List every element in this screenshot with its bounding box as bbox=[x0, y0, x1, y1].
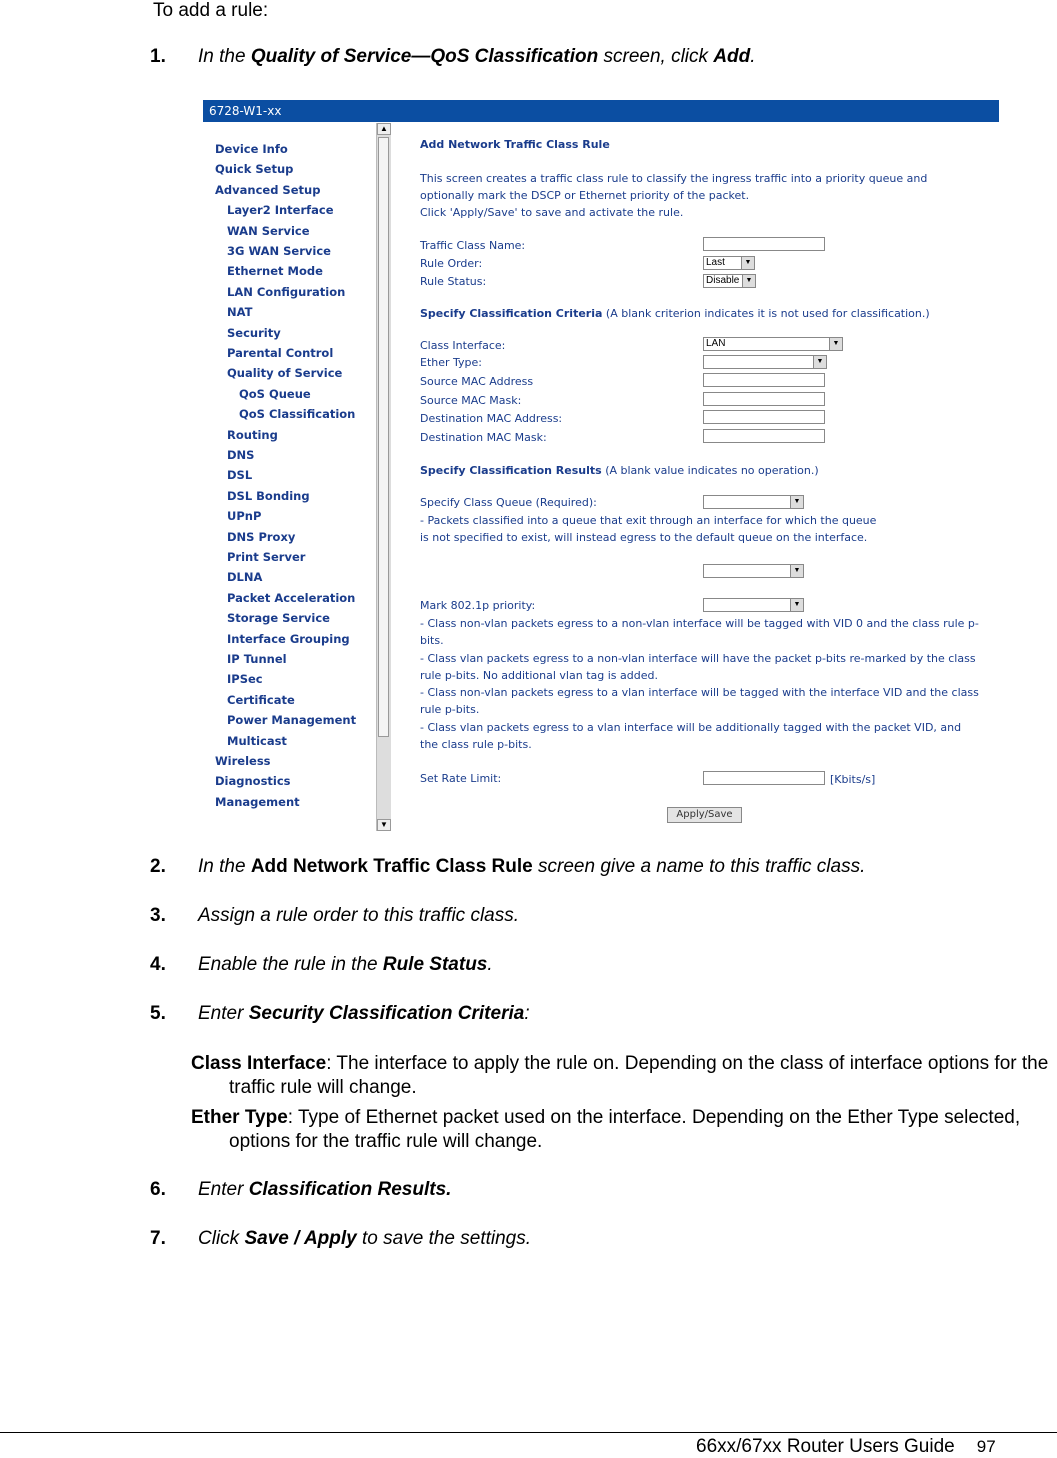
mark-priority-label: Mark 802.1p priority: bbox=[420, 599, 536, 612]
scroll-thumb[interactable] bbox=[378, 137, 389, 737]
sidebar-item-lan-configuration[interactable]: LAN Configuration bbox=[227, 284, 346, 299]
footer-divider bbox=[0, 1432, 1057, 1433]
step-4 bbox=[150, 954, 493, 976]
rule-status-label: Rule Status: bbox=[420, 275, 487, 288]
priority-note: - Class non-vlan packets egress to a non-vlan interface will be tagged with VID 0 and the class rule p- bbox=[420, 617, 979, 630]
rule-status-value: Disable bbox=[706, 275, 740, 286]
rate-limit-label: Set Rate Limit: bbox=[420, 772, 502, 785]
step-text: Assign a rule order to this traffic class. bbox=[198, 905, 520, 926]
criteria-heading: Specify Classification Criteria bbox=[420, 307, 603, 320]
definition-term: Ether Type bbox=[191, 1107, 288, 1128]
definition-ether-type bbox=[191, 1106, 1057, 1154]
scroll-down-icon[interactable]: ▼ bbox=[377, 819, 391, 831]
step-number: 5. bbox=[150, 1003, 166, 1024]
sidebar-item-advanced-setup[interactable]: Advanced Setup bbox=[215, 182, 321, 197]
step-text: Enter bbox=[198, 1179, 249, 1200]
sidebar-item-dsl[interactable]: DSL bbox=[227, 468, 253, 483]
step-emphasis: Add Network Traffic Class Rule bbox=[250, 856, 533, 877]
priority-note: the class rule p-bits. bbox=[420, 738, 532, 751]
criteria-note: (A blank criterion indicates it is not used for classification.) bbox=[602, 307, 930, 320]
sidebar-item-ip-tunnel[interactable]: IP Tunnel bbox=[227, 652, 287, 666]
sidebar-item-dsl-bonding[interactable]: DSL Bonding bbox=[227, 488, 310, 503]
source-mac-label: Source MAC Address bbox=[420, 375, 534, 388]
step-7 bbox=[150, 1228, 531, 1250]
router-screenshot bbox=[203, 100, 999, 831]
queue-note: is not specified to exist, will instead egress to the default queue on the interface. bbox=[420, 531, 868, 544]
step-number: 6. bbox=[150, 1179, 166, 1200]
step-text: screen give a name to this traffic class. bbox=[532, 856, 866, 877]
step-text: In the bbox=[198, 46, 251, 67]
page-number: 97 bbox=[976, 1437, 996, 1456]
rate-unit: [Kbits/s] bbox=[830, 773, 876, 786]
step-emphasis: Save / Apply bbox=[244, 1228, 357, 1249]
chevron-down-icon: ▼ bbox=[790, 599, 803, 611]
form-description: Click 'Apply/Save' to save and activate the rule. bbox=[420, 206, 684, 219]
class-queue-label: Specify Class Queue (Required): bbox=[420, 496, 597, 509]
sidebar-item-upnp[interactable]: UPnP bbox=[227, 509, 262, 524]
priority-note: rule p-bits. bbox=[420, 703, 480, 716]
sidebar-scrollbar[interactable] bbox=[376, 123, 391, 831]
sidebar-item-packet-acceleration[interactable]: Packet Acceleration bbox=[227, 590, 356, 605]
form-description: optionally mark the DSCP or Ethernet priority of the packet. bbox=[420, 189, 750, 202]
queue-extra-select[interactable] bbox=[703, 564, 804, 578]
window-title: 6728-W1-xx bbox=[203, 100, 999, 122]
sidebar-item-interface-grouping[interactable]: Interface Grouping bbox=[227, 631, 350, 646]
rule-status-select[interactable] bbox=[703, 274, 756, 288]
ether-type-label: Ether Type: bbox=[420, 356, 482, 369]
step-2 bbox=[150, 856, 865, 878]
class-interface-value: LAN bbox=[706, 338, 726, 349]
priority-note: - Class vlan packets egress to a non-vlan interface will have the packet p-bits re-marked by the class bbox=[420, 652, 976, 665]
sidebar-item-ethernet-mode[interactable]: Ethernet Mode bbox=[227, 264, 323, 279]
sidebar-item-certificate[interactable]: Certificate bbox=[227, 692, 295, 707]
sidebar-item-dns[interactable]: DNS bbox=[227, 448, 255, 462]
mark-priority-select[interactable] bbox=[703, 598, 804, 612]
sidebar-item-management[interactable]: Management bbox=[215, 794, 300, 809]
sidebar-item-dns-proxy[interactable]: DNS Proxy bbox=[227, 529, 296, 544]
apply-save-button[interactable]: Apply/Save bbox=[667, 807, 742, 823]
chevron-down-icon: ▼ bbox=[742, 275, 755, 287]
sidebar-item-wireless[interactable]: Wireless bbox=[215, 754, 271, 768]
sidebar-item-qos-classification[interactable]: QoS Classification bbox=[239, 407, 356, 422]
priority-note: rule p-bits. No additional vlan tag is added. bbox=[420, 669, 658, 682]
ether-type-select[interactable] bbox=[703, 355, 827, 369]
priority-note: bits. bbox=[420, 634, 444, 647]
source-mac-input[interactable] bbox=[703, 373, 825, 387]
sidebar-item-quick-setup[interactable]: Quick Setup bbox=[215, 162, 294, 177]
step-6 bbox=[150, 1179, 451, 1201]
intro-text: To add a rule: bbox=[153, 0, 269, 21]
step-text: Enable the rule in the bbox=[198, 954, 383, 975]
definition-class-interface bbox=[191, 1052, 1057, 1100]
sidebar-item-routing[interactable]: Routing bbox=[227, 427, 278, 442]
dest-mac-mask-input[interactable] bbox=[703, 429, 825, 443]
sidebar-item-layer2-interface[interactable]: Layer2 Interface bbox=[227, 203, 334, 218]
source-mac-mask-input[interactable] bbox=[703, 392, 825, 406]
step-number: 3. bbox=[150, 905, 166, 926]
rate-limit-input[interactable] bbox=[703, 771, 825, 785]
chevron-down-icon: ▼ bbox=[790, 496, 803, 508]
priority-note: - Class vlan packets egress to a vlan interface will be additionally tagged with the packet VID, and bbox=[420, 721, 962, 734]
sidebar-item-wan-service[interactable]: WAN Service bbox=[227, 223, 310, 238]
sidebar-item-security[interactable]: Security bbox=[227, 325, 281, 340]
step-text: . bbox=[750, 46, 756, 67]
rule-order-label: Rule Order: bbox=[420, 257, 483, 270]
sidebar-item-diagnostics[interactable]: Diagnostics bbox=[215, 774, 291, 789]
source-mac-mask-label: Source MAC Mask: bbox=[420, 394, 522, 407]
step-text: Click bbox=[198, 1228, 245, 1249]
sidebar-item-dlna[interactable]: DLNA bbox=[227, 570, 263, 585]
step-3 bbox=[150, 905, 519, 927]
chevron-down-icon: ▼ bbox=[790, 565, 803, 577]
sidebar-item-ipsec[interactable]: IPSec bbox=[227, 672, 263, 687]
form-heading: Add Network Traffic Class Rule bbox=[420, 138, 610, 151]
class-queue-select[interactable] bbox=[703, 495, 804, 509]
step-5 bbox=[150, 1003, 530, 1025]
sidebar-item-3g-wan-service[interactable]: 3G WAN Service bbox=[227, 244, 331, 258]
definition-text: : The interface to apply the rule on. Depending on the class of interface options for the traffic rule will change. bbox=[229, 1053, 1049, 1098]
step-text: In the bbox=[198, 856, 251, 877]
dest-mac-input[interactable] bbox=[703, 410, 825, 424]
sidebar-item-print-server[interactable]: Print Server bbox=[227, 550, 306, 564]
step-emphasis: Security Classification Criteria bbox=[248, 1003, 525, 1024]
step-emphasis: Classification Results. bbox=[248, 1179, 452, 1200]
step-number: 1. bbox=[150, 46, 166, 67]
step-text: screen, click bbox=[598, 46, 714, 67]
definition-text: : Type of Ethernet packet used on the interface. Depending on the Ether Type selected, options for the traffic rule will change. bbox=[229, 1107, 1021, 1152]
sidebar-item-parental-control[interactable]: Parental Control bbox=[227, 346, 334, 360]
step-text: Enter bbox=[198, 1003, 249, 1024]
sidebar-item-nat[interactable]: NAT bbox=[227, 305, 253, 320]
step-text: to save the settings. bbox=[356, 1228, 532, 1249]
step-emphasis: Rule Status bbox=[382, 954, 488, 975]
step-number: 2. bbox=[150, 856, 166, 877]
dest-mac-mask-label: Destination MAC Mask: bbox=[420, 431, 547, 444]
queue-note: - Packets classified into a queue that exit through an interface for which the queue bbox=[420, 514, 877, 527]
step-text: : bbox=[524, 1003, 530, 1024]
sidebar-item-multicast[interactable]: Multicast bbox=[227, 733, 287, 748]
chevron-down-icon: ▼ bbox=[829, 338, 842, 350]
dest-mac-label: Destination MAC Address: bbox=[420, 412, 563, 425]
definition-term: Class Interface bbox=[191, 1053, 327, 1074]
chevron-down-icon: ▼ bbox=[741, 257, 754, 269]
step-1 bbox=[150, 46, 756, 68]
chevron-down-icon: ▼ bbox=[813, 356, 826, 368]
sidebar-item-qos-queue[interactable]: QoS Queue bbox=[239, 386, 311, 401]
sidebar-item-power-management[interactable]: Power Management bbox=[227, 713, 357, 728]
sidebar-item-quality-of-service[interactable]: Quality of Service bbox=[227, 366, 343, 381]
page-footer bbox=[696, 1436, 996, 1458]
step-number: 7. bbox=[150, 1228, 166, 1249]
results-note: (A blank value indicates no operation.) bbox=[601, 464, 819, 477]
traffic-class-name-label: Traffic Class Name: bbox=[420, 239, 526, 252]
class-interface-label: Class Interface: bbox=[420, 339, 506, 352]
results-heading: Specify Classification Results bbox=[420, 464, 602, 477]
rule-order-value: Last bbox=[706, 257, 725, 268]
step-emphasis: Quality of Service—QoS Classification bbox=[250, 46, 599, 67]
traffic-class-name-input[interactable] bbox=[703, 237, 825, 251]
class-interface-select[interactable] bbox=[703, 337, 843, 351]
step-text: . bbox=[487, 954, 493, 975]
step-emphasis: Add bbox=[713, 46, 751, 67]
footer-title: 66xx/67xx Router Users Guide bbox=[696, 1436, 955, 1457]
sidebar-item-device-info[interactable]: Device Info bbox=[215, 142, 288, 156]
sidebar-item-storage-service[interactable]: Storage Service bbox=[227, 611, 330, 626]
priority-note: - Class non-vlan packets egress to a vlan interface will be tagged with the interface VID and the class bbox=[420, 686, 979, 699]
form-description: This screen creates a traffic class rule to classify the ingress traffic into a priority queue and bbox=[420, 172, 928, 185]
scroll-up-icon[interactable]: ▲ bbox=[377, 123, 391, 135]
rule-order-select[interactable] bbox=[703, 256, 755, 270]
step-number: 4. bbox=[150, 954, 166, 975]
